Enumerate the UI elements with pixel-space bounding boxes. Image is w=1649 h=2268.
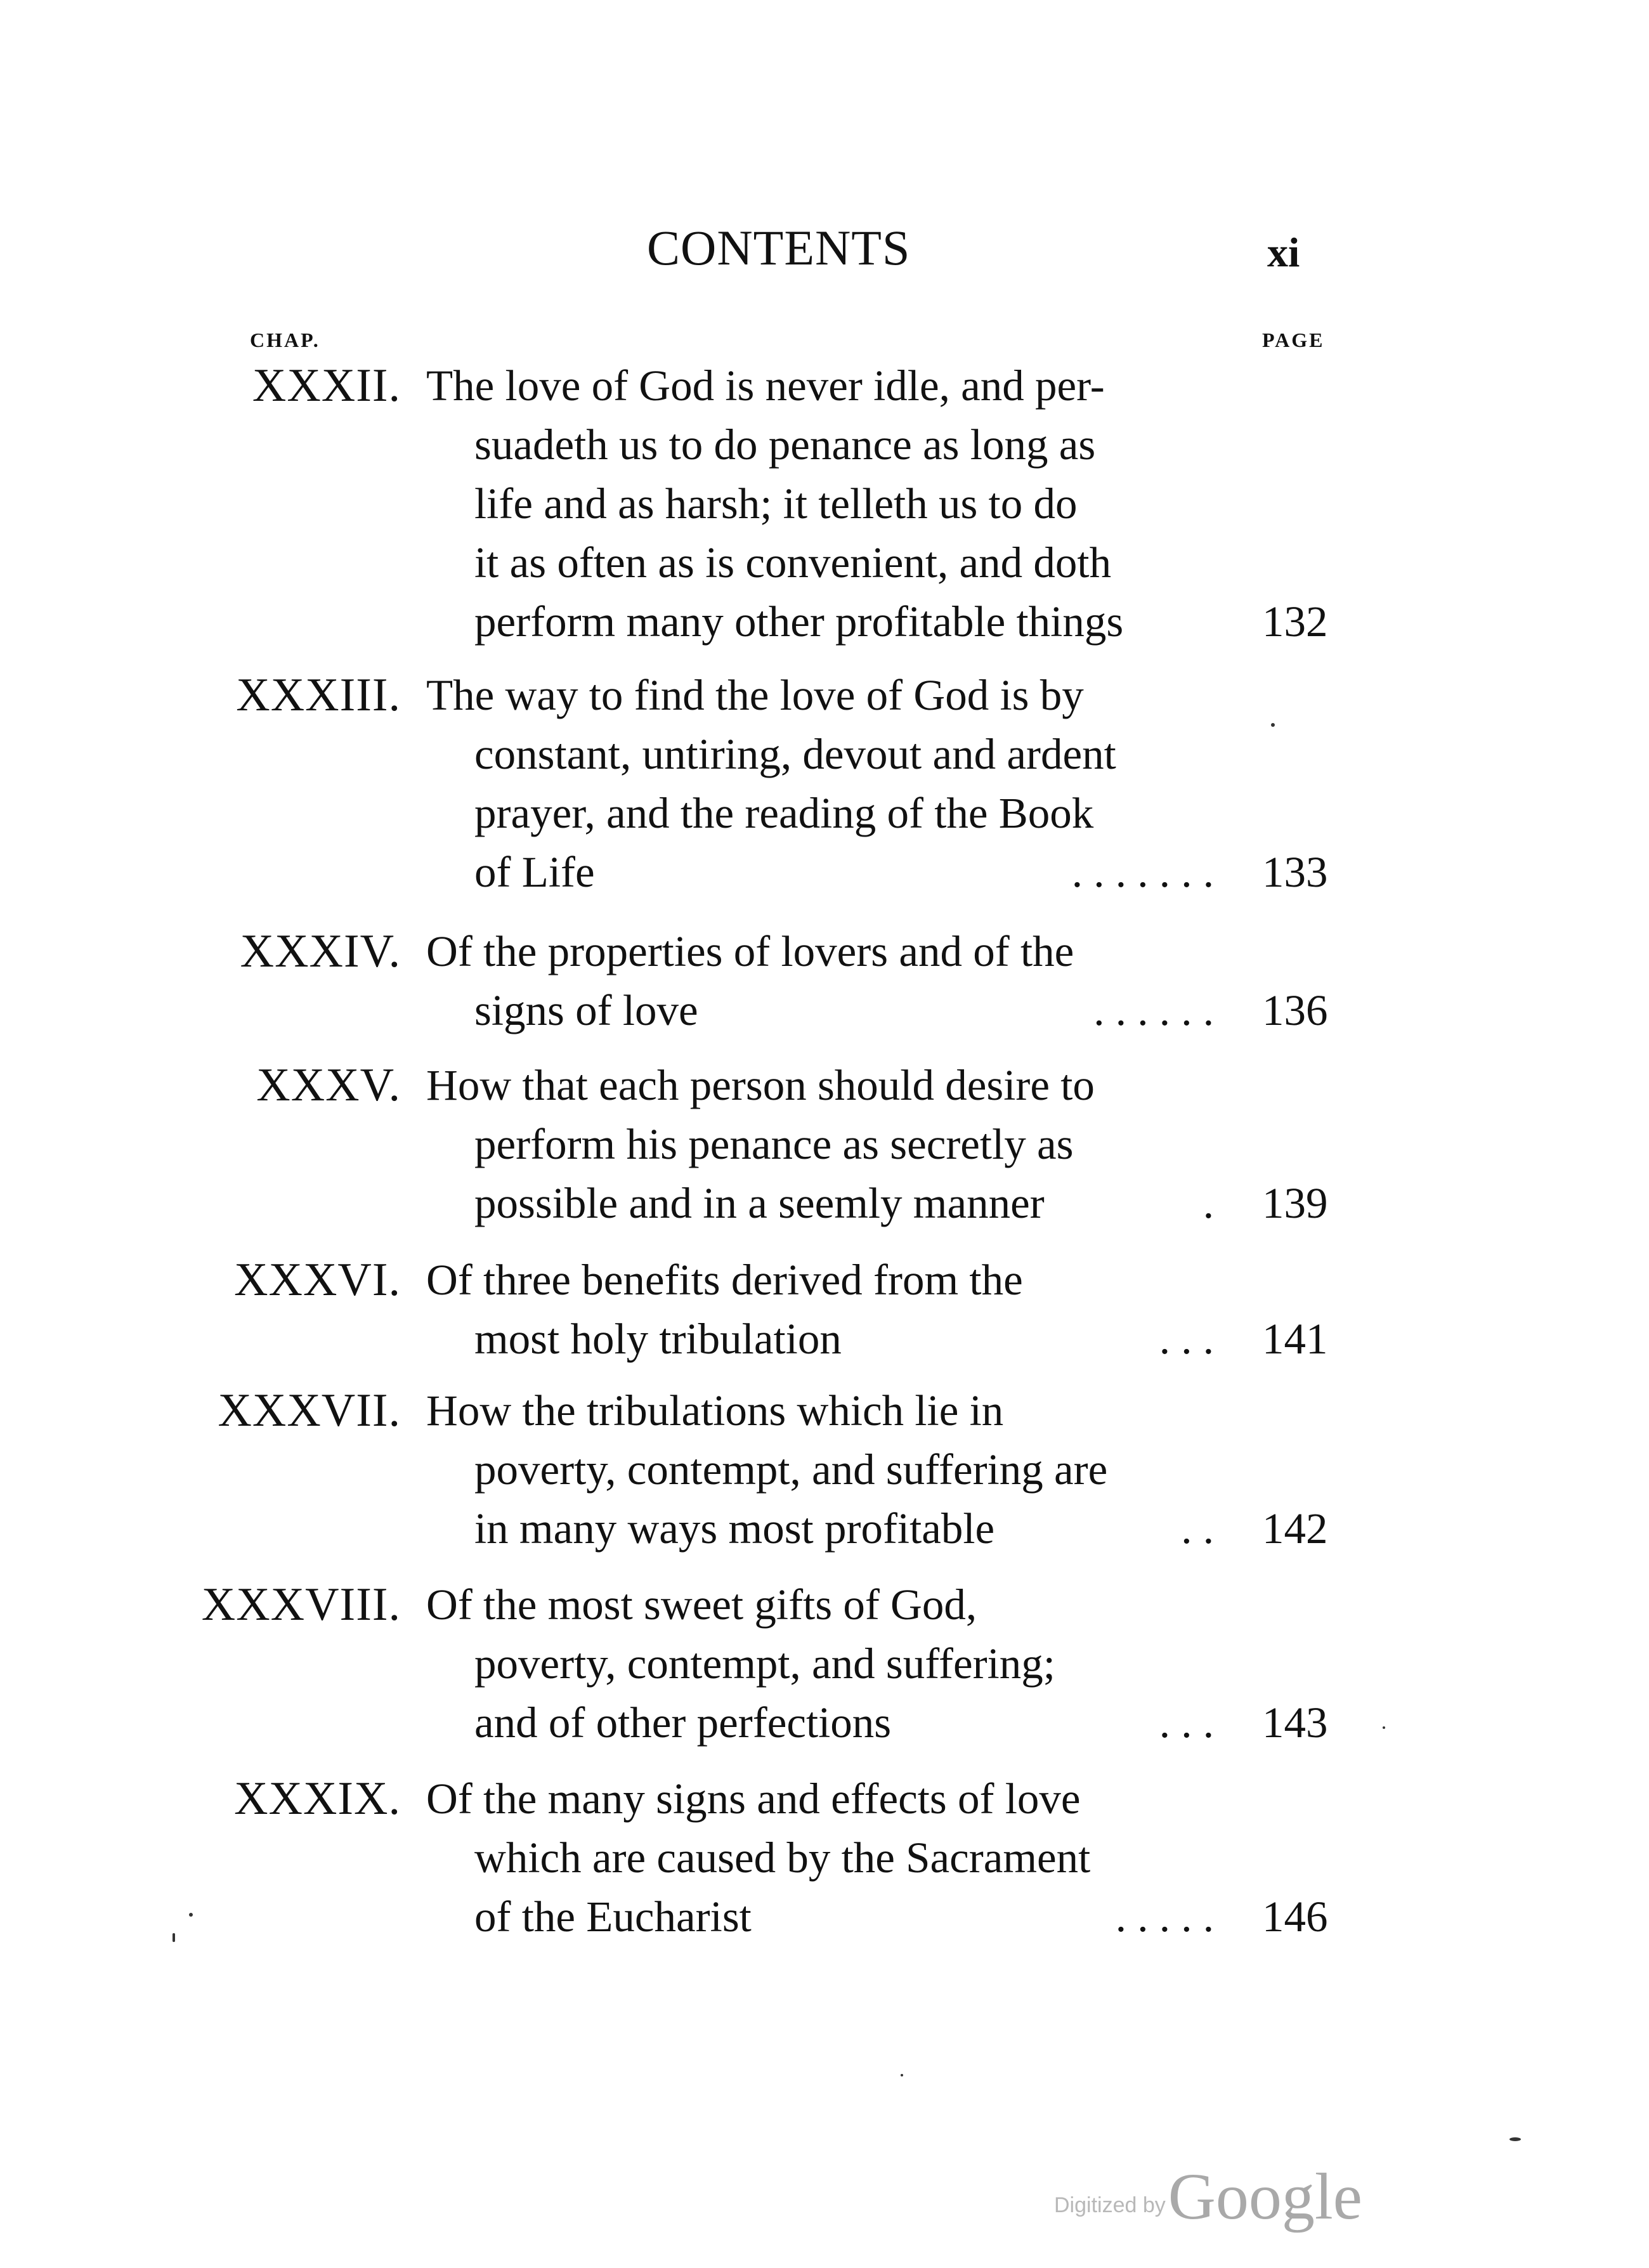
chapter-title-line: How that each person should desire to: [426, 1061, 1095, 1109]
chapter-title-line: most holy tribulation: [474, 1315, 842, 1363]
chapter-title-line: The way to find the love of God is by: [426, 671, 1084, 719]
chapter-title-line: The love of God is never idle, and per-: [426, 362, 1105, 410]
chapter-title-line: prayer, and the reading of the Book: [474, 789, 1094, 837]
chapter-number: XXXVIII.: [201, 1579, 401, 1631]
chapter-title-line: and of other perfections: [474, 1698, 892, 1747]
chapter-title: [426, 356, 1214, 651]
chapter-title-line: perform his penance as secretly as: [474, 1120, 1074, 1168]
chapter-title-line: it as often as is convenient, and doth: [474, 538, 1112, 587]
scan-speck: [1383, 1726, 1385, 1729]
page-number: xi: [1267, 230, 1300, 276]
page-title: CONTENTS: [647, 220, 911, 275]
chap-column-label: CHAP.: [250, 329, 320, 351]
chapter-title: [426, 1251, 1214, 1369]
page-reference: 133: [1262, 848, 1328, 896]
page-reference: 142: [1262, 1504, 1328, 1553]
chapter-title-line: which are caused by the Sacrament: [474, 1834, 1091, 1882]
page-reference: 132: [1262, 597, 1328, 646]
chapter-number: XXXIII.: [236, 669, 401, 721]
chapter-title-line: signs of love: [474, 986, 698, 1034]
scan-speck: [901, 2074, 903, 2076]
chapter-title: [426, 666, 1214, 902]
page-column-label: PAGE: [1262, 329, 1325, 351]
chapter-number: XXXVII.: [218, 1385, 401, 1437]
page-reference: 146: [1262, 1893, 1328, 1941]
dot-leader: . . .: [1159, 1315, 1214, 1363]
chapter-number: XXXIV.: [240, 925, 401, 977]
page-reference: 139: [1262, 1179, 1328, 1227]
chapter-title-line: suadeth us to do penance as long as: [474, 420, 1096, 469]
dot-leader: .: [1203, 1179, 1214, 1227]
chapter-title-line: in many ways most profitable: [474, 1504, 995, 1553]
dot-leader: . . .: [1159, 1698, 1214, 1747]
scan-speck: [1509, 2137, 1521, 2141]
scan-speck: [173, 1933, 175, 1942]
chapter-title: [426, 1575, 1214, 1752]
chapter-number: XXXIX.: [234, 1773, 401, 1825]
chapter-number: XXXV.: [256, 1059, 401, 1111]
scan-speck: [189, 1913, 193, 1917]
chapter-title-line: life and as harsh; it telleth us to do: [474, 479, 1078, 528]
chapter-title: [426, 922, 1214, 1040]
chapter-title-line: Of the most sweet gifts of God,: [426, 1580, 977, 1629]
chapter-title-line: Of the properties of lovers and of the: [426, 927, 1074, 975]
page-reference: 136: [1262, 986, 1328, 1034]
chapter-title-line: perform many other profitable things: [474, 597, 1124, 646]
chapter-title-line: of Life: [474, 848, 595, 896]
chapter-number: XXXVI.: [234, 1254, 401, 1306]
chapter-title-line: constant, untiring, devout and ardent: [474, 730, 1116, 778]
chapter-title-line: possible and in a seemly manner: [474, 1179, 1045, 1227]
page-reference: 141: [1262, 1315, 1328, 1363]
page-reference: 143: [1262, 1698, 1328, 1747]
chapter-title: [426, 1769, 1214, 1946]
chapter-number: XXXII.: [252, 360, 401, 412]
dot-leader: . .: [1181, 1504, 1214, 1553]
dot-leader: . . . . . .: [1093, 986, 1214, 1034]
chapter-title: [426, 1056, 1214, 1233]
scan-speck: [1271, 723, 1275, 727]
digitization-watermark: [1054, 2159, 1362, 2234]
dot-leader: . . . . .: [1115, 1893, 1214, 1941]
google-logo: Google: [1168, 2160, 1362, 2233]
chapter-title-line: poverty, contempt, and suffering;: [474, 1639, 1055, 1688]
chapter-title-line: of the Eucharist: [474, 1893, 752, 1941]
chapter-title-line: Of the many signs and effects of love: [426, 1775, 1081, 1823]
chapter-title: [426, 1381, 1214, 1558]
chapter-title-line: Of three benefits derived from the: [426, 1256, 1023, 1304]
chapter-title-line: poverty, contempt, and suffering are: [474, 1445, 1108, 1494]
chapter-title-line: How the tribulations which lie in: [426, 1386, 1004, 1435]
digitized-by-label: Digitized by: [1054, 2193, 1166, 2217]
dot-leader: . . . . . . .: [1071, 848, 1214, 896]
